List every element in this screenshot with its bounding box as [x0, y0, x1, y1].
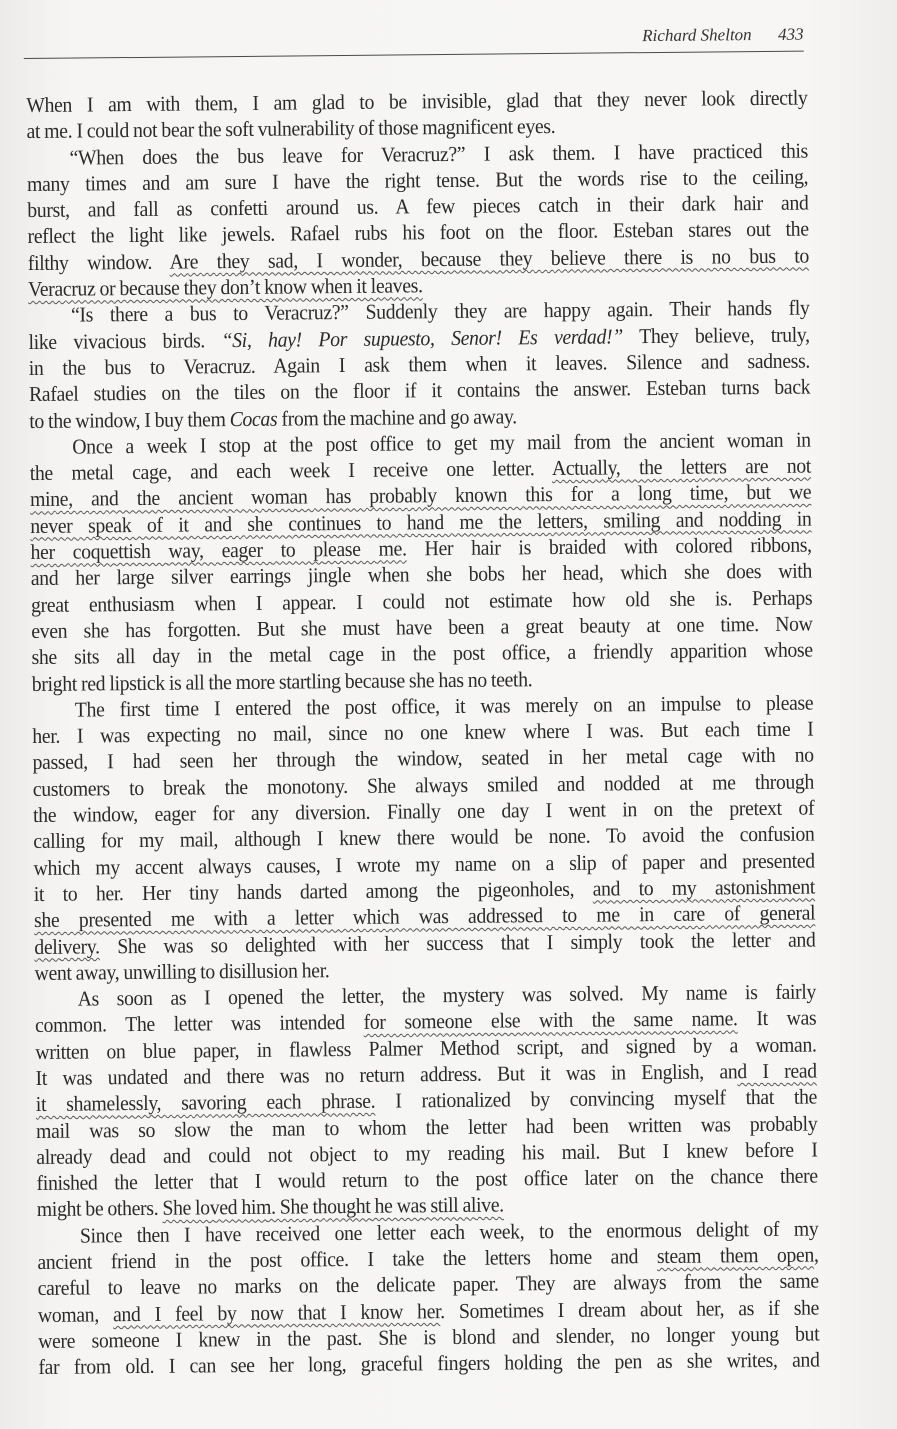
text-segment: woman,: [37, 1301, 114, 1327]
underlined-passage: for someone else with the same name.: [363, 1006, 738, 1035]
text-segment: finished the letter that I would return to the post office later on the chance there: [36, 1163, 818, 1196]
text-segment: When I am with them, I am glad to be invisible, glad that they never look directly: [26, 85, 808, 118]
text-segment: customers to break the monotony. She always smiled and nodded at me through: [32, 769, 815, 801]
text-segment: mail was so slow the man to whom the letter had been written was probably: [35, 1111, 818, 1143]
text-segment: Once a week I stop at the post office to get my mail from the ancient woman in: [72, 427, 811, 459]
text-segment: in the bus to Veracruz. Again I ask them when it leaves. Silence and sadness.: [28, 348, 811, 380]
text-segment: passed, I had seen her through the window, seated in her metal cage with no: [32, 742, 814, 775]
text-segment: filthy window.: [27, 249, 170, 275]
text-segment: which my accent always causes, I wrote my name on a slip of paper and presented: [33, 848, 815, 880]
text-segment: were someone I knew in the past. She is blond and slender, no longer young but: [38, 1321, 820, 1353]
running-header: [24, 25, 804, 59]
text-segment: she sits all day in the metal cage in the post office, a friendly apparition whose: [31, 637, 813, 670]
italic-text: “Si, hay! Por supuesto, Senor! Es verdad!”: [221, 323, 624, 352]
underlined-passage: she presented me with a letter which was addressed to me in care of general: [33, 900, 816, 933]
text-segment: many times and am sure I have the right tense. But the words rise to the ceiling,: [26, 164, 809, 196]
page-number: 433: [778, 24, 804, 44]
text-segment: the metal cage, and each week I receive one letter.: [29, 456, 553, 486]
text-segment: far from old. I can see her long, graceful fingers holding the pen as she writes, and: [38, 1347, 820, 1380]
text-segment: Since then I have received one letter each week, to the enormous delight of my: [79, 1216, 819, 1248]
text-segment: the window, eager for any diversion. Finally one day I went in on the pretext of: [32, 795, 815, 828]
text-segment: ,: [813, 1242, 819, 1267]
text-segment: It was: [737, 1005, 817, 1031]
header-author: Richard Shelton: [642, 25, 752, 46]
text-segment: might be others.: [36, 1196, 163, 1222]
text-segment: She was so delighted with her success that I simply took the letter and: [99, 927, 816, 958]
text-segment: to the window, I buy them: [29, 406, 230, 433]
text-segment: “When does the bus leave for Veracruz?” I ask them. I have practiced this: [69, 138, 809, 170]
text-segment: and her large silver earrings jingle when she bobs her head, which she does with: [30, 558, 813, 591]
text-segment: ancient friend in the post office. I take the letters home and: [37, 1244, 658, 1275]
underlined-passage: Are they sad, I wonder, because they believe there is no bus to: [169, 243, 810, 274]
text-segment: . Sometimes I dream about her, as if she: [440, 1295, 820, 1323]
text-segment: reflect the light like jewels. Rafael rubs his foot on the floor. Esteban stares out the: [27, 217, 809, 249]
text-segment: from the machine and go away.: [277, 403, 517, 431]
underlined-passage: She loved him. She thought he was still alive.: [162, 1192, 504, 1221]
text-segment: even she has forgotten. But she must have been a great beauty at one time. Now: [31, 611, 813, 643]
text-segment: “Is there a bus to Veracruz?” Suddenly they are happy again. Their hands fly: [70, 295, 810, 327]
underlined-passage: it shamelessly, savoring each phrase.: [35, 1089, 376, 1117]
body-text: [26, 85, 820, 1381]
underlined-passage: steam them open: [656, 1242, 815, 1269]
text-segment: it to her. Her tiny hands darted among the pigeonholes,: [33, 876, 593, 906]
text-segment: careful to leave no marks on the delicate paper. They are always from the same: [37, 1268, 819, 1301]
text-segment: Her hair is braided with colored ribbons,: [406, 532, 812, 561]
underlined-passage: delivery.: [34, 933, 100, 959]
text-segment: They believe, truly,: [622, 322, 810, 348]
underlined-passage: and I feel by now that I know her: [112, 1298, 441, 1326]
underlined-passage: Actually, the letters are not: [551, 453, 812, 481]
text-segment: The first time I entered the post office, it was merely on an impulse to please: [74, 690, 814, 722]
underlined-passage: never speak of it and she continues to hand me the letters, smiling and nodding in: [30, 506, 812, 538]
text-segment: written on blue paper, in flawless Palmer Method script, and signed by a woman.: [35, 1032, 817, 1064]
text-segment: her. I was expecting no mail, since no one knew where I was. But each time I: [32, 716, 814, 749]
underlined-passage: mine, and the ancient woman has probably known this for a long time, but we: [29, 479, 812, 512]
underlined-passage: Veracruz or because they don’t know when it leaves.: [27, 273, 423, 302]
text-segment: already dead and could not object to my reading his mail. But I knew before I: [36, 1137, 818, 1169]
text-segment: I rationalized by convincing myself that the: [375, 1084, 818, 1114]
underlined-passage: d I read: [737, 1058, 817, 1084]
text-segment: like vivacious birds.: [28, 327, 222, 354]
text-segment: bright red lipstick is all the more startling because she has no teeth.: [31, 666, 533, 696]
text-segment: calling for my mail, although I knew there would be none. To avoid the confusion: [33, 821, 815, 854]
text-segment: at me. I could not bear the soft vulnerability of those magnificent eyes.: [26, 114, 556, 144]
text-segment: great enthusiasm when I appear. I could not estimate how old she is. Perhaps: [30, 585, 813, 617]
text-segment: It was undated and there was no return address. But it was in English, an: [35, 1059, 738, 1090]
text-segment: went away, unwilling to disillusion her.: [34, 957, 330, 985]
text-segment: burst, and fall as confetti around us. A few pieces catch in their dark hair and: [27, 190, 809, 223]
underlined-passage: and to my astonishment: [592, 874, 816, 901]
text-segment: Rafael studies on the tiles on the floor if it contains the answer. Esteban turns back: [28, 374, 811, 407]
italic-text: Cocas: [229, 406, 278, 431]
text-segment: As soon as I opened the letter, the mystery was solved. My name is fairly: [77, 979, 817, 1011]
text-segment: common. The letter was intended: [34, 1010, 364, 1038]
underlined-passage: her coquettish way, eager to please me.: [30, 536, 407, 565]
